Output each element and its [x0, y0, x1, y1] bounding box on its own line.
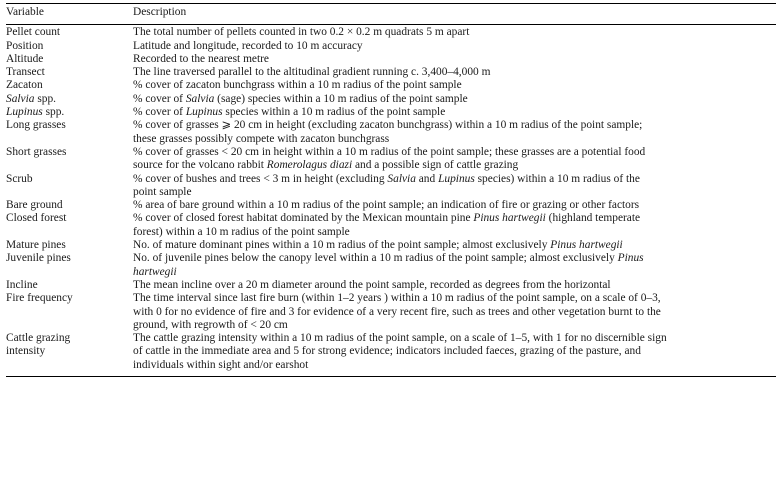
variable-cell: Pellet count — [6, 26, 61, 39]
variable-cell: Scrub — [6, 172, 33, 185]
header-description: Description — [133, 4, 776, 25]
table-row — [6, 25, 776, 40]
description-cell: Latitude and longitude, recorded to 10 m accuracy — [133, 39, 363, 52]
variable-cell: Long grasses — [6, 119, 66, 132]
variable-cell: Bare ground — [6, 199, 63, 212]
variable-cell: Zacaton — [6, 79, 43, 92]
description-cell: The line traversed parallel to the altitudinal gradient running c. 3,400–4,000 m — [133, 66, 491, 79]
description-cell: No. of mature dominant pines within a 10 m radius of the point sample; almost exclusively Pinus hartwegii — [133, 239, 623, 252]
table-row — [6, 93, 776, 106]
variable-cell: Altitude — [6, 52, 44, 65]
variables-table — [6, 3, 776, 377]
variable-cell: Position — [6, 39, 44, 52]
table-row — [6, 66, 776, 79]
description-cell: % cover of Lupinus species within a 10 m radius of the point sample — [133, 106, 446, 119]
table-row — [6, 53, 776, 66]
table-row — [6, 146, 776, 173]
variable-cell: Salvia spp. — [6, 92, 57, 105]
variable-cell: Juvenile pines — [6, 252, 71, 265]
table-row — [6, 199, 776, 212]
description-cell: The total number of pellets counted in two 0.2 × 0.2 m quadrats 5 m apart — [133, 26, 470, 39]
description-cell: % area of bare ground within a 10 m radius of the point sample; an indication of fire or grazing or other factors — [133, 199, 640, 212]
description-cell: % cover of grasses ⩾ 20 cm in height (excluding zacaton bunchgrass) within a 10 m radius of the point sample; these grasses possibly compete with zacaton bunchgrass — [133, 119, 643, 145]
variable-cell: Mature pines — [6, 239, 66, 252]
description-cell: No. of juvenile pines below the canopy level within a 10 m radius of the point sample; almost exclusively Pinus hartwegii — [133, 252, 644, 278]
header-row — [6, 4, 776, 25]
description-cell: The cattle grazing intensity within a 10 m radius of the point sample, on a scale of 1–5, with 1 for no discernible sign of cattle in the immediate area and 5 for strong evidence; indicators included faeces, grazing of the pasture, and individuals within sight and/or earshot — [133, 332, 776, 376]
table-row — [6, 79, 776, 92]
description-cell: % cover of bushes and trees < 3 m in height (excluding Salvia and Lupinus species) within a 10 m radius of the point sample — [133, 172, 640, 198]
description-cell: % cover of grasses < 20 cm in height within a 10 m radius of the point sample; these grasses are a potential food source for the volcano rabbit Romerolagus diazi and a possible sign of cattle grazing — [133, 145, 646, 172]
description-cell: % cover of closed forest habitat dominated by the Mexican mountain pine Pinus hartwegii (highland temperate forest) within a 10 m radius of the point sample — [133, 212, 641, 238]
description-cell: % cover of zacaton bunchgrass within a 10 m radius of the point sample — [133, 79, 462, 92]
table-row — [6, 292, 776, 332]
header-variable: Variable — [6, 4, 133, 25]
variable-cell: Short grasses — [6, 145, 67, 158]
table-row — [6, 40, 776, 53]
variable-cell: Lupinus spp. — [6, 106, 65, 119]
variable-cell: Cattle grazing intensity — [6, 332, 133, 376]
description-cell: Recorded to the nearest metre — [133, 52, 269, 65]
table-row — [6, 119, 776, 146]
description-cell: The mean incline over a 20 m diameter around the point sample, recorded as degrees from the horizontal — [133, 278, 611, 291]
table-row — [6, 106, 776, 119]
table-row — [6, 332, 776, 376]
description-cell: The time interval since last fire burn (within 1–2 years ) within a 10 m radius of the point sample, on a scale of 0–3, with 0 for no evidence of fire and 3 for evidence of a very recent fire, such as trees and other vegetation burnt to the ground, with regrowth of < 20 cm — [133, 292, 661, 331]
variable-cell: Transect — [6, 66, 45, 79]
table-row — [6, 212, 776, 239]
table-row — [6, 252, 776, 279]
variable-cell: Fire frequency — [6, 292, 73, 305]
description-cell: % cover of Salvia (sage) species within a 10 m radius of the point sample — [133, 92, 468, 105]
variable-cell: Closed forest — [6, 212, 67, 225]
table-row — [6, 279, 776, 292]
variable-cell: Incline — [6, 278, 38, 291]
table-row — [6, 173, 776, 200]
table-row — [6, 239, 776, 252]
